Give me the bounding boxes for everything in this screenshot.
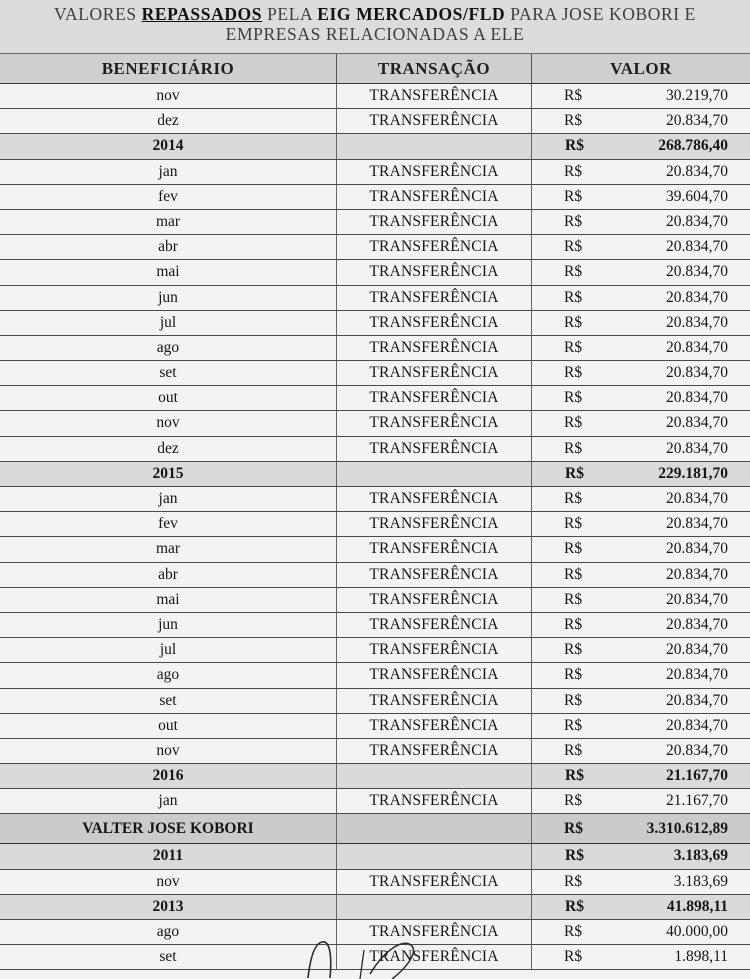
value-cell xyxy=(532,286,750,310)
value-cell xyxy=(532,160,750,184)
transaction-cell: TRANSFERÊNCIA xyxy=(337,336,532,360)
table-row xyxy=(0,512,750,537)
year-subtotal-row xyxy=(0,895,750,920)
amount: 20.834,70 xyxy=(666,515,728,533)
month-cell: set xyxy=(0,945,337,969)
transaction-cell: TRANSFERÊNCIA xyxy=(337,945,532,969)
table-row xyxy=(0,386,750,411)
currency-symbol: R$ xyxy=(564,212,583,230)
table-row xyxy=(0,84,750,109)
amount: 20.834,70 xyxy=(666,112,728,130)
year-subtotal-row xyxy=(0,764,750,789)
amount: 20.834,70 xyxy=(666,212,728,230)
transaction-cell: TRANSFERÊNCIA xyxy=(337,160,532,184)
value-cell xyxy=(532,663,750,687)
currency-symbol: R$ xyxy=(564,792,583,810)
month-cell: jul xyxy=(0,638,337,662)
value-cell xyxy=(532,411,750,435)
amount: 229.181,70 xyxy=(658,464,728,482)
currency-symbol: R$ xyxy=(564,565,583,583)
amount: 20.834,70 xyxy=(666,666,728,684)
currency-symbol: R$ xyxy=(564,389,583,407)
value-cell xyxy=(532,336,750,360)
value-cell xyxy=(532,235,750,259)
value-cell xyxy=(532,638,750,662)
title-line-1 xyxy=(0,4,750,24)
table-row xyxy=(0,336,750,361)
month-cell: jan xyxy=(0,487,337,511)
table-row xyxy=(0,361,750,386)
month-cell: mai xyxy=(0,588,337,612)
table-row xyxy=(0,537,750,562)
month-cell: nov xyxy=(0,739,337,763)
column-header-valor: VALOR xyxy=(610,59,672,78)
transaction-cell: TRANSFERÊNCIA xyxy=(337,714,532,738)
amount: 20.834,70 xyxy=(666,288,728,306)
year-subtotal-row xyxy=(0,844,750,869)
value-cell xyxy=(532,588,750,612)
transaction-cell: TRANSFERÊNCIA xyxy=(337,689,532,713)
currency-symbol: R$ xyxy=(564,187,583,205)
value-cell xyxy=(532,84,750,108)
table-row xyxy=(0,689,750,714)
month-cell: jan xyxy=(0,160,337,184)
value-cell xyxy=(532,537,750,561)
table-row xyxy=(0,411,750,436)
amount: 41.898,11 xyxy=(666,897,728,915)
table-row xyxy=(0,739,750,764)
amount: 20.834,70 xyxy=(666,238,728,256)
amount: 20.834,70 xyxy=(666,389,728,407)
value-cell xyxy=(532,462,750,486)
month-cell: nov xyxy=(0,411,337,435)
currency-symbol: R$ xyxy=(564,948,583,966)
transaction-cell: TRANSFERÊNCIA xyxy=(337,286,532,310)
amount: 20.834,70 xyxy=(666,162,728,180)
value-cell xyxy=(532,210,750,234)
currency-symbol: R$ xyxy=(564,87,583,104)
transaction-cell: TRANSFERÊNCIA xyxy=(337,437,532,461)
table-row xyxy=(0,563,750,588)
month-cell: jan xyxy=(0,789,337,813)
table-row xyxy=(0,613,750,638)
value-cell xyxy=(532,814,750,843)
amount: 20.834,70 xyxy=(666,364,728,382)
currency-symbol: R$ xyxy=(564,691,583,709)
amount: 3.183,69 xyxy=(673,847,728,865)
amount: 20.834,70 xyxy=(666,338,728,356)
amount: 3.310.612,89 xyxy=(646,820,728,838)
transaction-cell xyxy=(337,844,532,868)
title-emphasis-repassados: REPASSADOS xyxy=(141,4,263,24)
value-cell xyxy=(532,714,750,738)
value-cell xyxy=(532,870,750,894)
transaction-cell: TRANSFERÊNCIA xyxy=(337,789,532,813)
month-cell: ago xyxy=(0,336,337,360)
currency-symbol: R$ xyxy=(564,338,583,356)
table-row xyxy=(0,870,750,895)
table-row xyxy=(0,160,750,185)
value-cell xyxy=(532,789,750,813)
month-cell: mar xyxy=(0,210,337,234)
table-row xyxy=(0,185,750,210)
table-row xyxy=(0,437,750,462)
table-row xyxy=(0,714,750,739)
amount: 268.786,40 xyxy=(658,137,728,155)
currency-symbol: R$ xyxy=(565,897,584,915)
transaction-cell: TRANSFERÊNCIA xyxy=(337,235,532,259)
amount: 20.834,70 xyxy=(666,263,728,281)
year-cell: 2015 xyxy=(0,462,337,486)
month-cell: dez xyxy=(0,109,337,133)
currency-symbol: R$ xyxy=(564,615,583,633)
currency-symbol: R$ xyxy=(564,263,583,281)
table-row xyxy=(0,286,750,311)
currency-symbol: R$ xyxy=(564,515,583,533)
currency-symbol: R$ xyxy=(565,464,584,482)
currency-symbol: R$ xyxy=(564,872,583,890)
transaction-cell: TRANSFERÊNCIA xyxy=(337,185,532,209)
month-cell: set xyxy=(0,689,337,713)
amount: 20.834,70 xyxy=(666,590,728,608)
currency-symbol: R$ xyxy=(564,238,583,256)
value-cell xyxy=(532,134,750,158)
value-cell xyxy=(532,311,750,335)
value-cell xyxy=(532,689,750,713)
currency-symbol: R$ xyxy=(564,313,583,331)
month-cell: out xyxy=(0,386,337,410)
transaction-cell xyxy=(337,814,532,843)
month-cell: nov xyxy=(0,84,337,108)
currency-symbol: R$ xyxy=(565,847,584,865)
transaction-cell: TRANSFERÊNCIA xyxy=(337,613,532,637)
table-row xyxy=(0,789,750,814)
table-row xyxy=(0,638,750,663)
currency-symbol: R$ xyxy=(564,540,583,558)
month-cell: ago xyxy=(0,663,337,687)
currency-symbol: R$ xyxy=(564,820,583,838)
month-cell: nov xyxy=(0,870,337,894)
transaction-cell: TRANSFERÊNCIA xyxy=(337,920,532,944)
transaction-cell: TRANSFERÊNCIA xyxy=(337,109,532,133)
amount: 40.000,00 xyxy=(666,923,728,940)
value-cell xyxy=(532,185,750,209)
currency-symbol: R$ xyxy=(564,364,583,382)
transaction-cell: TRANSFERÊNCIA xyxy=(337,487,532,511)
transaction-cell: TRANSFERÊNCIA xyxy=(337,260,532,284)
value-cell xyxy=(532,361,750,385)
amount: 20.834,70 xyxy=(666,641,728,659)
amount: 20.834,70 xyxy=(666,439,728,457)
month-cell: mai xyxy=(0,260,337,284)
month-cell: ago xyxy=(0,920,337,944)
year-cell: 2016 xyxy=(0,764,337,788)
transaction-cell: TRANSFERÊNCIA xyxy=(337,210,532,234)
document-title xyxy=(0,0,750,54)
value-cell xyxy=(532,920,750,944)
currency-symbol: R$ xyxy=(564,923,583,940)
table-header xyxy=(0,54,750,84)
transaction-cell: TRANSFERÊNCIA xyxy=(337,537,532,561)
amount: 20.834,70 xyxy=(666,716,728,734)
year-subtotal-row xyxy=(0,462,750,487)
year-cell: 2011 xyxy=(0,844,337,868)
transaction-cell: TRANSFERÊNCIA xyxy=(337,663,532,687)
value-cell xyxy=(532,563,750,587)
month-cell: dez xyxy=(0,437,337,461)
title-text: VALORES xyxy=(54,4,142,24)
column-header-transacao: TRANSAÇÃO xyxy=(337,54,532,83)
currency-symbol: R$ xyxy=(565,767,584,785)
transaction-cell: TRANSFERÊNCIA xyxy=(337,739,532,763)
currency-symbol: R$ xyxy=(564,590,583,608)
title-text: PELA xyxy=(262,4,318,24)
transaction-cell xyxy=(337,462,532,486)
table-row xyxy=(0,663,750,688)
table-row xyxy=(0,945,750,970)
table-row xyxy=(0,311,750,336)
amount: 20.834,70 xyxy=(666,615,728,633)
table-row xyxy=(0,920,750,945)
amount: 1.898,11 xyxy=(674,948,728,966)
transaction-cell: TRANSFERÊNCIA xyxy=(337,638,532,662)
amount: 21.167,70 xyxy=(666,767,728,785)
month-cell: jul xyxy=(0,311,337,335)
month-cell: mar xyxy=(0,537,337,561)
month-cell: fev xyxy=(0,512,337,536)
currency-symbol: R$ xyxy=(564,414,583,432)
amount: 20.834,70 xyxy=(666,313,728,331)
year-subtotal-row xyxy=(0,134,750,159)
value-cell xyxy=(532,512,750,536)
currency-symbol: R$ xyxy=(564,112,583,130)
currency-symbol: R$ xyxy=(564,666,583,684)
year-cell: 2014 xyxy=(0,134,337,158)
title-text: PARA JOSE KOBORI E xyxy=(505,4,696,24)
value-cell xyxy=(532,437,750,461)
table-row xyxy=(0,260,750,285)
title-emphasis-company: EIG MERCADOS/FLD xyxy=(317,4,506,24)
value-cell xyxy=(532,386,750,410)
currency-symbol: R$ xyxy=(564,741,583,759)
amount: 30.219,70 xyxy=(666,87,728,104)
transaction-cell: TRANSFERÊNCIA xyxy=(337,563,532,587)
table-row xyxy=(0,588,750,613)
column-header-beneficiario: BENEFICIÁRIO xyxy=(0,54,337,83)
beneficiary-total-row xyxy=(0,814,750,844)
table-row xyxy=(0,109,750,134)
table-row xyxy=(0,235,750,260)
month-cell: abr xyxy=(0,563,337,587)
transaction-cell: TRANSFERÊNCIA xyxy=(337,870,532,894)
value-cell xyxy=(532,739,750,763)
amount: 21.167,70 xyxy=(666,792,728,810)
transaction-cell: TRANSFERÊNCIA xyxy=(337,512,532,536)
amount: 20.834,70 xyxy=(666,540,728,558)
title-line-2: EMPRESAS RELACIONADAS A ELE xyxy=(225,24,525,44)
amount: 39.604,70 xyxy=(666,187,728,205)
transaction-cell: TRANSFERÊNCIA xyxy=(337,411,532,435)
transaction-cell: TRANSFERÊNCIA xyxy=(337,311,532,335)
month-cell: out xyxy=(0,714,337,738)
month-cell: jun xyxy=(0,613,337,637)
amount: 20.834,70 xyxy=(666,490,728,507)
value-cell xyxy=(532,945,750,969)
amount: 20.834,70 xyxy=(666,691,728,709)
table-row xyxy=(0,210,750,235)
beneficiary-name-cell: VALTER JOSE KOBORI xyxy=(0,814,337,843)
currency-symbol: R$ xyxy=(564,716,583,734)
currency-symbol: R$ xyxy=(564,439,583,457)
amount: 20.834,70 xyxy=(666,565,728,583)
amount: 20.834,70 xyxy=(666,414,728,432)
transaction-cell: TRANSFERÊNCIA xyxy=(337,361,532,385)
value-cell xyxy=(532,844,750,868)
table-body xyxy=(0,84,750,970)
month-cell: set xyxy=(0,361,337,385)
month-cell: fev xyxy=(0,185,337,209)
currency-symbol: R$ xyxy=(565,137,584,155)
year-cell: 2013 xyxy=(0,895,337,919)
transaction-cell: TRANSFERÊNCIA xyxy=(337,84,532,108)
transaction-cell xyxy=(337,895,532,919)
value-cell xyxy=(532,764,750,788)
transaction-cell: TRANSFERÊNCIA xyxy=(337,386,532,410)
value-cell xyxy=(532,895,750,919)
currency-symbol: R$ xyxy=(564,490,583,507)
value-cell xyxy=(532,260,750,284)
value-cell xyxy=(532,613,750,637)
currency-symbol: R$ xyxy=(564,162,583,180)
transaction-cell xyxy=(337,134,532,158)
currency-symbol: R$ xyxy=(564,288,583,306)
transaction-cell: TRANSFERÊNCIA xyxy=(337,588,532,612)
table-row xyxy=(0,487,750,512)
amount: 3.183,69 xyxy=(673,872,728,890)
value-cell xyxy=(532,109,750,133)
month-cell: jun xyxy=(0,286,337,310)
month-cell: abr xyxy=(0,235,337,259)
currency-symbol: R$ xyxy=(564,641,583,659)
value-cell xyxy=(532,487,750,511)
amount: 20.834,70 xyxy=(666,741,728,759)
transaction-cell xyxy=(337,764,532,788)
